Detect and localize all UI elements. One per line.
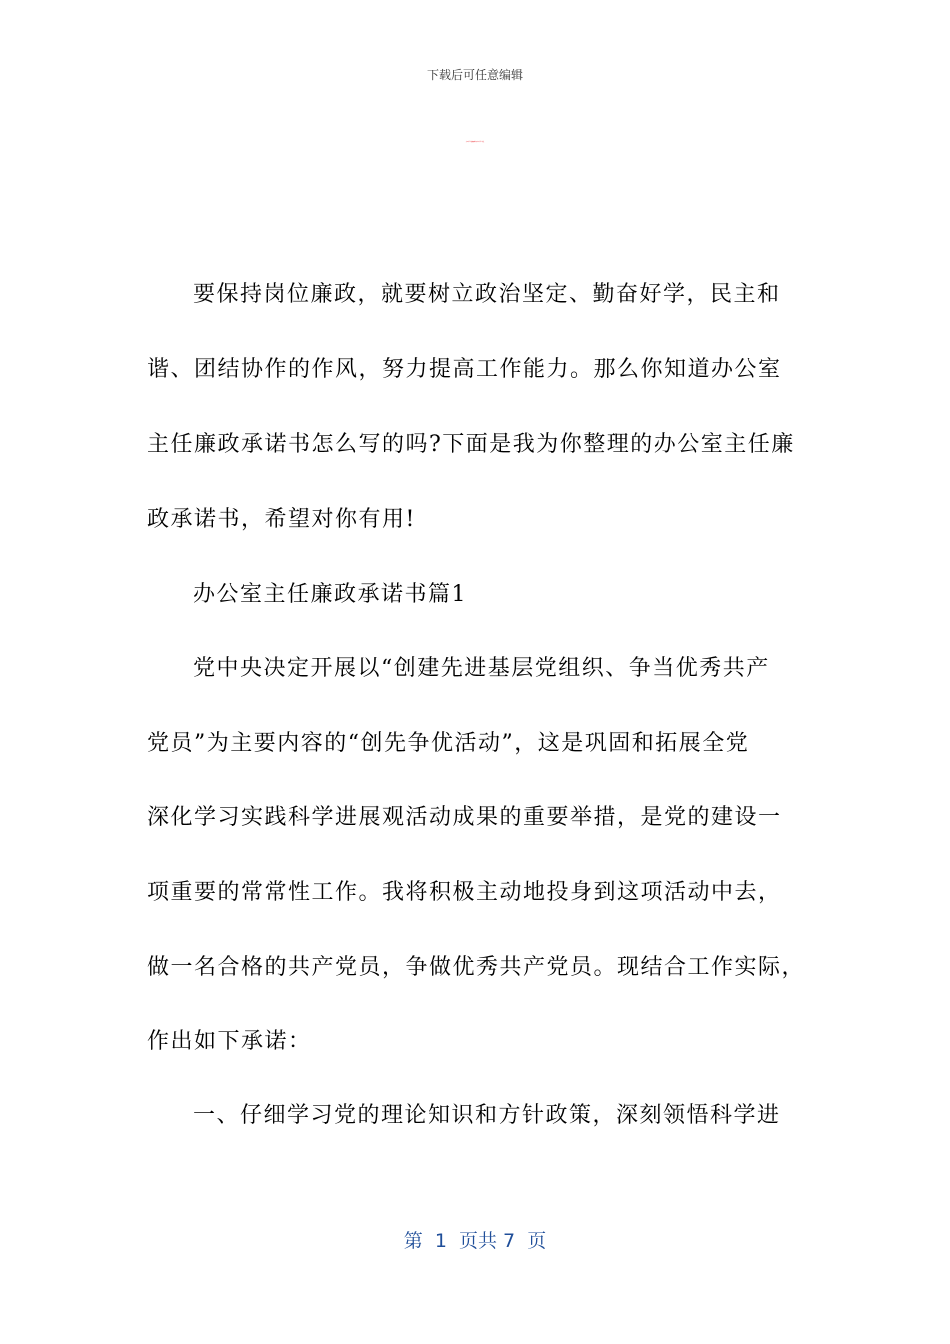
paragraph-line: 项重要的常常性工作。我将积极主动地投身到这项活动中去，	[147, 880, 782, 905]
paragraph-line: 党中央决定开展以“创建先进基层党组织、争当优秀共产	[193, 656, 770, 681]
document-title: [办公室主任廉政承诺书]办公室主任 英文	[465, 142, 485, 143]
header-note: 下载后可任意编辑	[426, 68, 523, 82]
paragraph-line: 作出如下承诺：	[147, 1029, 312, 1054]
paragraph-line: 要保持岗位廉政，就要树立政治坚定、勤奋好学，民主和	[193, 282, 781, 307]
paragraph-line: 深化学习实践科学进展观活动成果的重要举措，是党的建设一	[147, 805, 782, 830]
page-footer: 第 1 页共 7 页	[403, 1230, 547, 1252]
paragraph-line: 一、仔细学习党的理论知识和方针政策，深刻领悟科学进	[193, 1103, 781, 1128]
paragraph-line: 做一名合格的共产党员，争做优秀共产党员。现结合工作实际，	[147, 955, 806, 980]
paragraph-line: 党员”为主要内容的“创先争优活动”，这是巩固和拓展全党	[147, 731, 750, 756]
section-heading: 办公室主任廉政承诺书篇1	[193, 582, 467, 607]
paragraph-line: 主任廉政承诺书怎么写的吗?下面是我为你整理的办公室主任廉	[147, 432, 795, 457]
paragraph-line: 谐、团结协作的作风，努力提高工作能力。那么你知道办公室	[147, 357, 782, 382]
paragraph-line: 政承诺书，希望对你有用!	[147, 507, 416, 532]
